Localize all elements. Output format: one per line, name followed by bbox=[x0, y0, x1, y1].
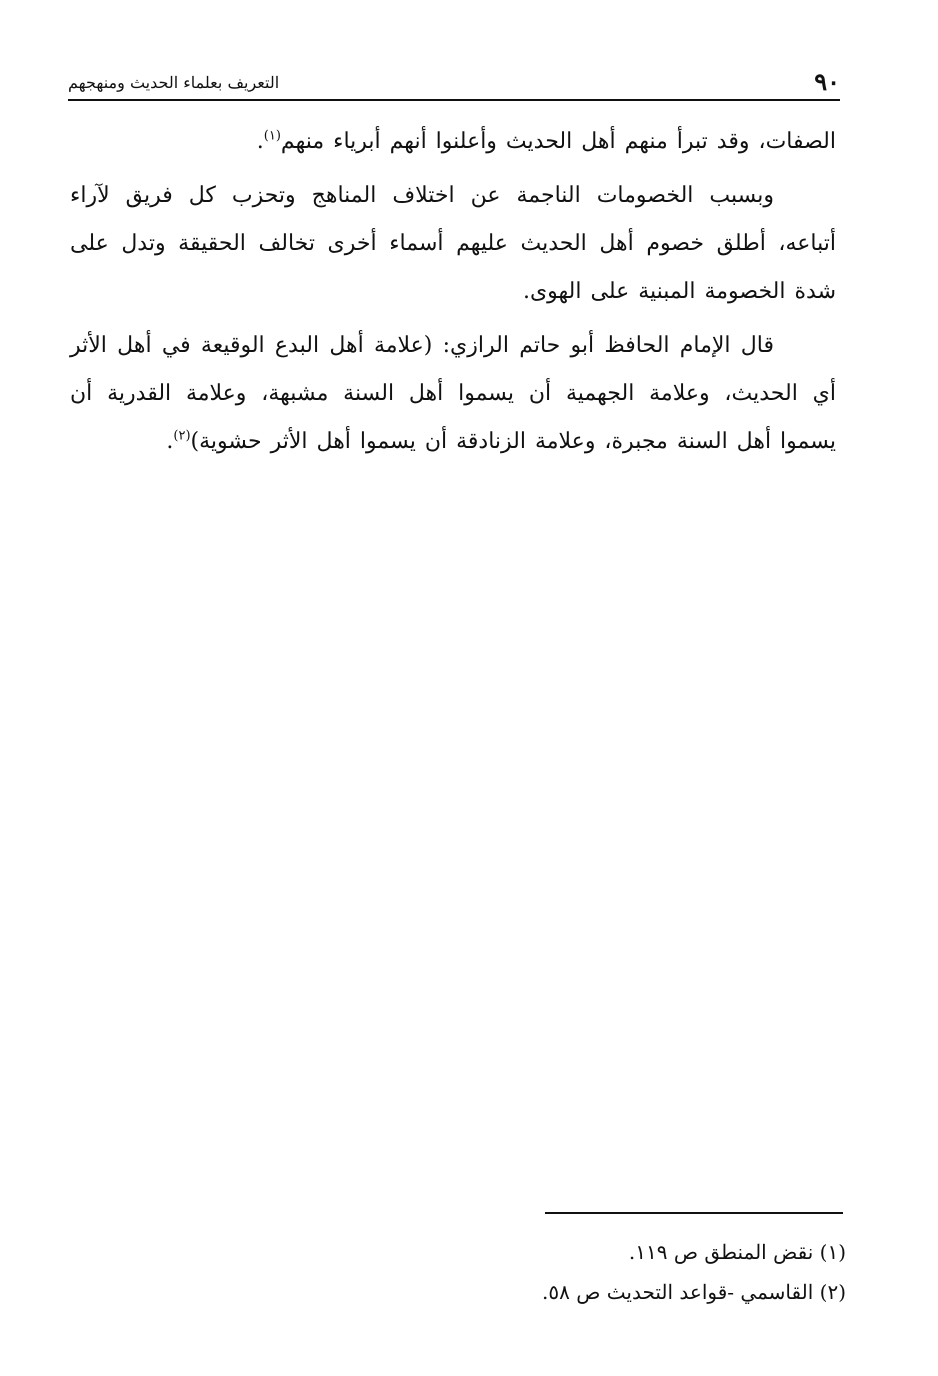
paragraph-3-text: قال الإمام الحافظ أبو حاتم الرازي: (علامة أهل البدع الوقيعة في أهل الأثر أي الحديث، وعلامة الجهمية أن يسموا أهل السنة مشبهة، وعلامة القدرية أن يسموا أهل السنة مجبرة، وعلامة الزنادقة أن يسموا أهل الأثر حشوية) bbox=[70, 333, 836, 454]
paragraph-3 bbox=[70, 322, 836, 466]
paragraph-3-tail: . bbox=[166, 429, 174, 454]
paragraph-1-tail: . bbox=[256, 129, 264, 154]
footnotes bbox=[246, 1232, 846, 1312]
page-header bbox=[68, 68, 840, 98]
footnote-ref-1[interactable]: (١) bbox=[263, 128, 281, 144]
running-title: التعريف بعلماء الحديث ومنهجهم bbox=[68, 73, 280, 92]
footnote-1: (١) نقض المنطق ص ١١٩. bbox=[628, 1240, 846, 1264]
paragraph-1 bbox=[70, 118, 836, 166]
footnote-ref-2[interactable]: (٢) bbox=[173, 428, 191, 444]
main-text bbox=[70, 118, 836, 472]
paragraph-1-text: الصفات، وقد تبرأ منهم أهل الحديث وأعلنوا أنهم أبرياء منهم bbox=[280, 129, 836, 154]
footnote-2: (٢) القاسمي -قواعد التحديث ص ٥٨. bbox=[542, 1280, 846, 1304]
header-rule bbox=[68, 99, 840, 101]
paragraph-2: وبسبب الخصومات الناجمة عن اختلاف المناهج وتحزب كل فريق لآراء أتباعه، أطلق خصوم أهل الحديث عليهم أسماء أخرى تخالف الحقيقة وتدل على شدة الخصومة المبنية على الهوى. bbox=[70, 183, 836, 304]
footnote-rule bbox=[545, 1212, 843, 1214]
page-number: ٩٠ bbox=[814, 67, 840, 96]
